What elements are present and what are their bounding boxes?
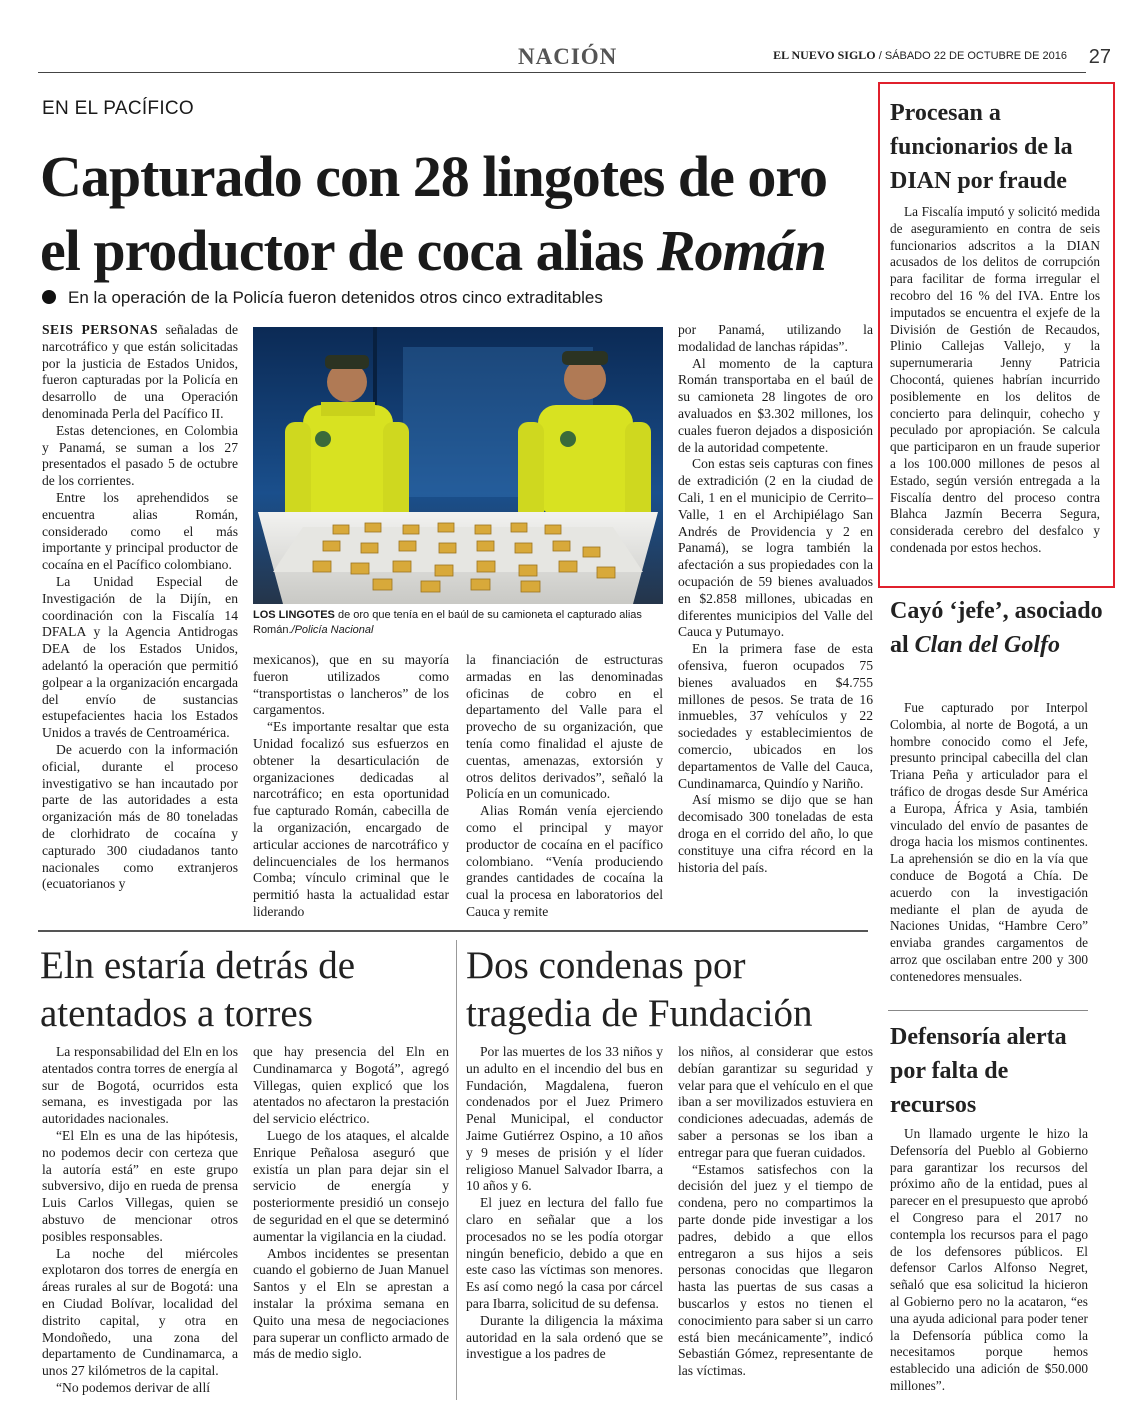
jefe-text xyxy=(890,700,1088,986)
paragraph: La responsabilidad del Eln en los atentados contra torres de energía al sur de Bogotá, ocurridos esta semana, es investigada por las autoridades nacionales. xyxy=(42,1044,238,1127)
page-number: 27 xyxy=(1088,46,1111,68)
paragraph: la financiación de estructuras armadas en las denominadas oficinas de cobro en el departamento del Valle para el provecho de su organización, que tenía como finalidad el ajuste de cuentas, amenazas, extorsión y otros delitos derivados”, señaló la Policía en un comunicado. xyxy=(466,652,663,802)
fundacion-headline: Dos condenas por tragedia de Fundación xyxy=(466,944,813,1035)
photo-caption xyxy=(253,608,663,638)
eln-col-1 xyxy=(42,1044,238,1397)
paragraph: La noche del miércoles explotaron dos torres de energía en áreas rurales al sur de Bogotá: una en Ciudad Bolívar, localidad del distrito capital, y otra en Mondoñedo, una zona del departamento de Cundinamarca, a unos 27 kilómetros de la capital. xyxy=(42,1245,238,1379)
paragraph: “El Eln es una de las hipótesis, no podemos decir con certeza que la autoría está” en este grupo subversivo, dijo en rueda de prensa Luis Carlos Villegas, quien se abstuvo de mencionar otros posibles responsables. xyxy=(42,1127,238,1244)
paragraph: Entre los aprehendidos se encuentra alias Román, considerado como el más importante y principal productor de cocaína en el Pacífico colombiano. xyxy=(42,489,238,573)
subhead-text: En la operación de la Policía fueron detenidos otros cinco extraditables xyxy=(68,288,603,307)
paragraph: por Panamá, utilizando la modalidad de lanchas rápidas”. xyxy=(678,322,873,354)
paragraph: que hay presencia del Eln en Cundinamarca y Bogotá”, agregó Villegas, quien explicó que los atentados no afectaron la prestación del servicio eléctrico. xyxy=(253,1044,449,1127)
paragraph: los niños, al considerar que estos debían garantizar su seguridad y velar para que el vehículo en el que iban a ser movilizados estuviera en condiciones adecuadas, además de saber a personas se los iban a entregar para que fueran cuidados. xyxy=(678,1044,873,1160)
paragraph: Luego de los ataques, el alcalde Enrique Peñalosa aseguró que existía un plan para dejar sin el servicio de energía y posteriormente presidió un consejo de seguridad en el que se determinó aumentar la vigilancia en la ciudad. xyxy=(253,1127,449,1244)
header-rule xyxy=(38,72,1086,73)
paragraph: En la primera fase de esta ofensiva, fueron ocupados 75 bienes avaluados en $4.755 millones de pesos. Se trata de 16 inmuebles, 37 vehículos y 22 sociedades y establecimientos de comercio, ubicados en los departamentos de Valle del Cauca, Cundinamarca, Quindío y Nariño. xyxy=(678,641,873,791)
paragraph-text: señaladas de narcotráfico y que están solicitadas por la justicia de Estados Unidos, fueron capturadas por la Policía en desarrollo de una Operación denominada Perla del Pacífico II. xyxy=(42,322,238,421)
paragraph: Un llamado urgente le hizo la Defensoría del Pueblo al Gobierno para garantizar los recursos del próximo año de la entidad, pues al parecer en el presupuesto que aprobó el Congreso para el 2017 no contempla los recursos para el pago de los defensores públicos. El defensor Carlos Alfonso Negret, señaló que esa solicitud la hicieron al Gobierno pero no la acataron, “es una ayuda adicional para poder tener la Defensoría pública como la necesitamos porque hemos establecido una adición de $50.000 millones”. xyxy=(890,1126,1088,1393)
paragraph: El juez en lectura del fallo fue claro en señalar que a los procesados no se les podía otorgar ningún beneficio, debido a que en este caso las víctimas son menores. Es así como negó la casa por cárcel para Ibarra, solicitud de su defensa. xyxy=(466,1195,663,1311)
main-col-2 xyxy=(253,652,449,921)
fundacion-col-2 xyxy=(678,1044,873,1380)
paragraph: “Es importante resaltar que esta Unidad focalizó sus esfuerzos en obtener la desarticulación de organizaciones dedicadas al narcotráfico; en esta oportunidad fue capturado Román, cabecilla de la organización, encargado de articular acciones de narcotráfico y delincuenciales de los hermanos Comba; vínculo criminal que le permitió hasta la actualidad estar liderando xyxy=(253,719,449,919)
caption-lead: LOS LINGOTES xyxy=(253,609,335,621)
sidebar-divider xyxy=(888,1010,1088,1011)
defensoria-text xyxy=(890,1126,1088,1395)
eln-headline: Eln estaría detrás de atentados a torres xyxy=(40,944,356,1035)
masthead xyxy=(773,48,1067,63)
kicker: EN EL PACÍFICO xyxy=(42,98,195,119)
section-label: NACIÓN xyxy=(518,44,618,69)
headline-line-2 xyxy=(40,214,880,288)
newspaper-name: EL NUEVO SIGLO xyxy=(773,48,876,62)
jefe-headline-italic: Clan del Golfo xyxy=(914,632,1061,658)
paragraph xyxy=(42,322,238,423)
eln-col-2 xyxy=(253,1044,449,1363)
paragraph: “Estamos satisfechos con la decisión del juez y el tiempo de condena, pero no compartimos la parte donde pide investigar a los padres, debido a que ellos entregaron a sus hijos a seis personas conocidas que llegaron hasta las puertas de sus casas a buscarlos y estos no tienen el conocimiento para saber si un carro está bien mecánicamente”, indicó Sebastián Gómez, representante de las víctimas. xyxy=(678,1161,873,1379)
subhead xyxy=(42,288,862,308)
lingotes-photo xyxy=(253,327,663,604)
main-col-3 xyxy=(466,652,663,921)
bullet-icon xyxy=(42,290,56,304)
paragraph: Por las muertes de los 33 niños y un adulto en el incendio del bus en Fundación, Magdalena, fueron condenados por el Juez Primero Penal Municipal, el conductor Jaime Gutiérrez Ospino, a 10 años y 9 meses de prisión y el líder religioso Manuel Salvador Ibarra, a 10 años y 6. xyxy=(466,1044,663,1194)
paragraph: De acuerdo con la información oficial, durante el proceso investigativo se han incautado por parte de las autoridades a esta organización más de 80 toneladas de clorhidrato de cocaína y capturado 300 ciudadanos tanto nacionales como extranjeros (ecuatorianos y xyxy=(42,741,238,892)
jefe-headline xyxy=(890,594,1105,662)
paragraph: “No podemos derivar de allí xyxy=(56,1379,211,1395)
photo-illustration xyxy=(253,327,663,604)
headline-alias: Román xyxy=(656,218,826,283)
column-divider xyxy=(456,940,457,1400)
paragraph: La Fiscalía imputó y solicitó medida de aseguramiento en contra de seis funcionarios adscritos a la DIAN acusados de los delitos de corrupción para facilitar de forma irregular el recobro del 16 % del IVA. Entre los imputados se encuentra el exjefe de la División de Gestión de Recaudos, Plinio Callejas Vallejo, y la supernumeraria Jenny Patricia Chocontá, quienes habrían incurrido posiblemente en los delitos de concierto para delinquir, cohecho y peculado por apropiación. Se calcula que participaron en un fraude superior a los 100.000 millones de pesos al Estado, según versión entregada a la Fiscalía dentro del proceso contra Blahca Jazmín Becerra Segura, considerada cerebro del desfalco y condenada por estos hechos. xyxy=(890,204,1100,555)
paragraph: La Unidad Especial de Investigación de la Dijín, en coordinación con la Fiscalía 14 DFALA y la Agencia Antidrogas DEA de los Estados Unidos, adelantó la operación que permitió golpear a la organización encargada del envío de sustancias estupefacientes hacia los Estados Unidos a través de Centroamérica. xyxy=(42,573,238,741)
lead-in: SEIS PERSONAS xyxy=(42,322,159,337)
main-col-4 xyxy=(678,322,873,876)
dian-headline: Procesan a funcionarios de la DIAN por fraude xyxy=(890,100,1073,194)
main-col-1 xyxy=(42,322,238,893)
paragraph: Al momento de la captura Román transportaba en el baúl de su camioneta 28 lingotes de oro avaluados en $3.302 millones, los cuales fueron dejados a disposición de la autoridad competente. xyxy=(678,355,873,455)
paragraph: Con estas seis capturas con fines de extradición (2 en la ciudad de Cali, 1 en el municipio de Cerrito–Valle, 1 en el Archipiélago San Andrés de Providencia y 2 en Panamá), se logra también la afectación a sus propiedades con la ocupación de 59 bienes avaluados en $2.858 millones, ubicadas en diferentes municipios del Valle del Cauca y Putumayo. xyxy=(678,456,873,640)
issue-date: / SÁBADO 22 DE OCTUBRE DE 2016 xyxy=(878,50,1067,62)
paragraph: Durante la diligencia la máxima autoridad en la sala ordenó que se investigue a los padres de xyxy=(466,1312,663,1362)
headline-line-2-text: el productor de coca alias xyxy=(40,218,657,283)
defensoria-headline: Defensoría alerta por falta de recursos xyxy=(890,1024,1067,1118)
paragraph: mexicanos), que en su mayoría fueron utilizados como “transportistas o lancheros” de los cargamentos. xyxy=(253,652,449,718)
paragraph: Estas detenciones, en Colombia y Panamá, se suman a los 27 presentados el pasado 5 de octubre de los corrientes. xyxy=(42,422,238,489)
caption-text: de oro que tenía en el baúl de su camioneta el capturado alias Román. xyxy=(253,609,642,636)
paragraph: Fue capturado por Interpol Colombia, al norte de Bogotá, a un hombre conocido como el Jefe, presunto principal cabecilla del clan Triana Peña y articulador para el tráfico de drogas desde Sur América a Europa, África y Asia, también vinculado del envío de pasantes de droga hacia los mismos continentes. La aprehensión se dio en la vía que conduce de Bogotá a Chía. De acuerdo con la investigación mediante el plan de ayuda de Naciones Unidas, “Hambre Cero” enviaba grandes cargamentos de arroz que oscilaban entre 200 y 300 contenedores mensuales. xyxy=(890,700,1088,984)
section-divider xyxy=(38,930,868,932)
jefe-headline-text: Cayó ‘jefe’, asociado al xyxy=(890,598,1103,658)
dian-text xyxy=(890,204,1100,557)
photo-credit: /Policía Nacional xyxy=(291,624,374,636)
paragraph: Alias Román venía ejerciendo como el principal y mayor productor de cocaína en el pacífico colombiano. “Venía produciendo grandes cantidades de cocaína la cual la procesa en laboratorios del Cauca y remite xyxy=(466,803,663,919)
main-headline xyxy=(40,140,880,288)
headline-line-1: Capturado con 28 lingotes de oro xyxy=(40,144,828,209)
paragraph: Ambos incidentes se presentan cuando el gobierno de Juan Manuel Santos y el Eln se aprestan a instalar la próxima semana en Quito una mesa de negociaciones para superar un conflicto armado de más de medio siglo. xyxy=(253,1245,449,1362)
paragraph: Así mismo se dijo que se han decomisado 300 toneladas de esta droga en el corrido del año, lo que constituye una cifra récord en la historia del país. xyxy=(678,792,873,875)
fundacion-col-1 xyxy=(466,1044,663,1363)
